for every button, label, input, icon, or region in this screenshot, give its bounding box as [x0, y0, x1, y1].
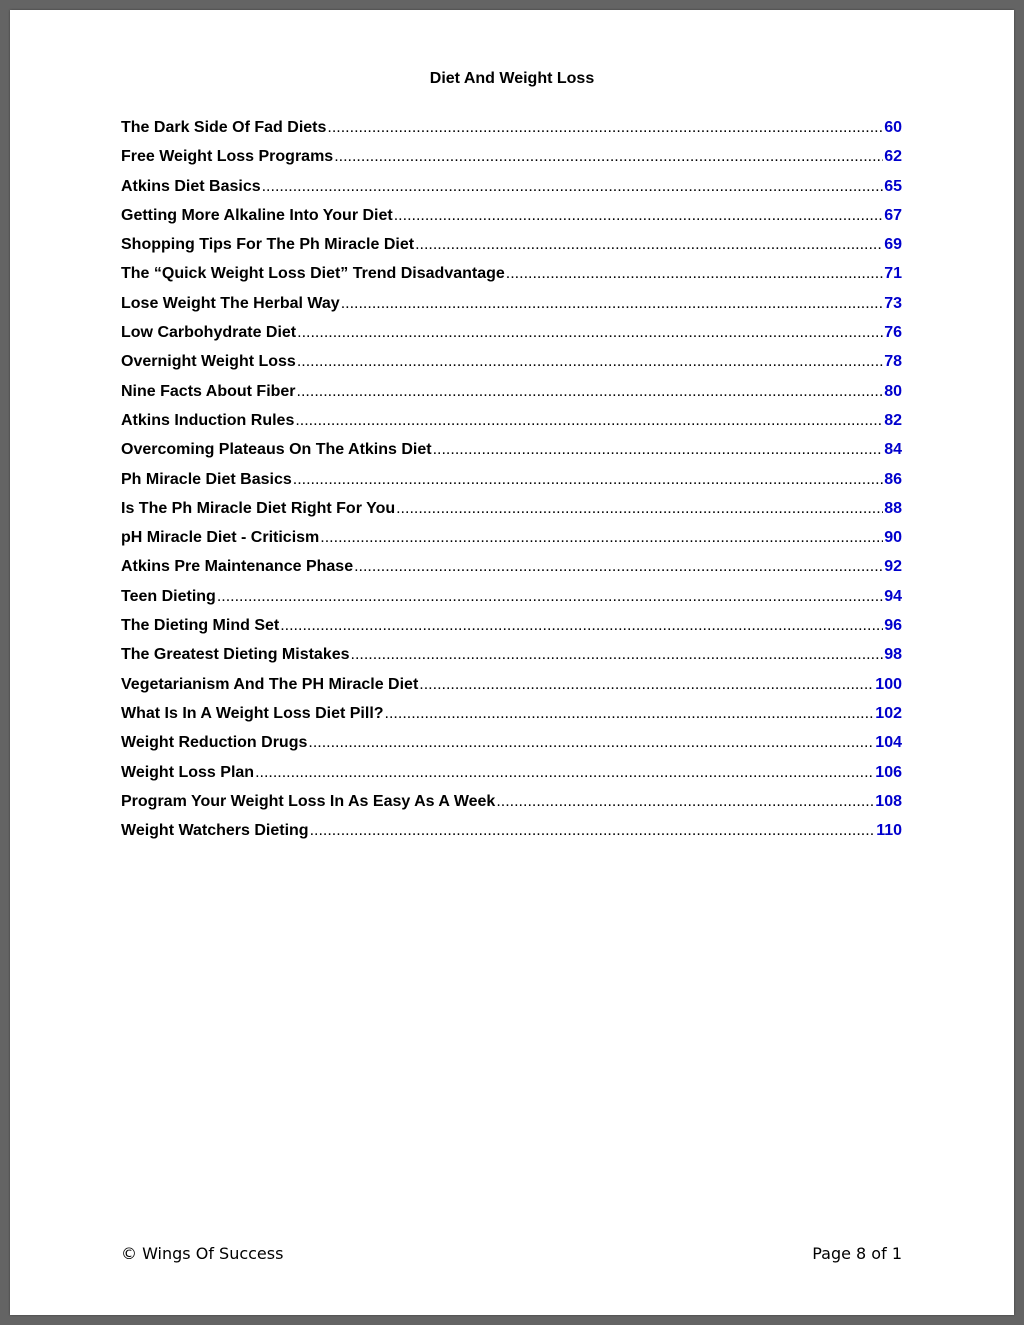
toc-dot-leader: [217, 582, 883, 611]
page-title: Diet And Weight Loss: [429, 70, 595, 87]
toc-entry-page-number[interactable]: 73: [884, 294, 902, 312]
toc-entry-page-number[interactable]: 100: [875, 675, 902, 693]
toc-entry[interactable]: [121, 728, 902, 757]
toc-entry-title[interactable]: pH Miracle Diet - Criticism: [121, 529, 320, 547]
toc-dot-leader: [327, 113, 883, 142]
toc-entry[interactable]: [121, 230, 902, 259]
toc-dot-leader: [433, 435, 884, 464]
toc-entry-title[interactable]: Vegetarianism And The PH Miracle Diet: [121, 675, 419, 693]
toc-entry-title[interactable]: Overnight Weight Loss: [121, 353, 296, 371]
toc-entry-page-number[interactable]: 106: [875, 763, 902, 781]
toc-dot-leader: [297, 318, 883, 347]
table-of-contents: [121, 113, 902, 845]
toc-entry-page-number[interactable]: 60: [884, 119, 902, 136]
toc-dot-leader: [394, 201, 883, 230]
toc-entry[interactable]: [121, 289, 902, 318]
toc-entry-page-number[interactable]: 82: [884, 411, 902, 429]
toc-dot-leader: [496, 787, 874, 816]
toc-dot-leader: [320, 523, 883, 552]
toc-entry-page-number[interactable]: 69: [884, 236, 902, 254]
toc-entry[interactable]: [121, 494, 902, 523]
toc-entry-title[interactable]: Program Your Weight Loss In As Easy As A Week: [121, 792, 496, 810]
toc-entry[interactable]: [121, 523, 902, 552]
toc-entry[interactable]: [121, 699, 902, 728]
toc-entry[interactable]: [121, 552, 902, 581]
toc-entry-page-number[interactable]: 67: [884, 206, 902, 224]
toc-entry-title[interactable]: Getting More Alkaline Into Your Diet: [121, 206, 393, 224]
toc-dot-leader: [506, 259, 883, 288]
toc-entry-page-number[interactable]: 104: [875, 734, 902, 752]
toc-entry[interactable]: [121, 318, 902, 347]
toc-entry-title[interactable]: Weight Loss Plan: [121, 763, 255, 781]
toc-entry-page-number[interactable]: 88: [884, 499, 902, 517]
toc-entry[interactable]: [121, 377, 902, 406]
toc-entry[interactable]: [121, 435, 902, 464]
toc-entry-title[interactable]: The Dark Side Of Fad Diets: [121, 119, 327, 136]
toc-entry-title[interactable]: What Is In A Weight Loss Diet Pill?: [121, 704, 384, 722]
toc-entry-title[interactable]: The “Quick Weight Loss Diet” Trend Disadvantage: [121, 265, 505, 283]
toc-entry[interactable]: [121, 113, 902, 142]
toc-entry-title[interactable]: Free Weight Loss Programs: [121, 148, 334, 166]
toc-entry-title[interactable]: Overcoming Plateaus On The Atkins Diet: [121, 441, 432, 459]
toc-entry[interactable]: [121, 787, 902, 816]
toc-dot-leader: [310, 816, 876, 845]
toc-entry[interactable]: [121, 172, 902, 201]
toc-entry[interactable]: [121, 640, 902, 669]
toc-entry-title[interactable]: Ph Miracle Diet Basics: [121, 470, 292, 488]
toc-entry-page-number[interactable]: 98: [884, 646, 902, 664]
toc-entry[interactable]: [121, 758, 902, 787]
toc-entry-page-number[interactable]: 90: [884, 529, 902, 547]
toc-entry[interactable]: [121, 816, 902, 845]
toc-entry-title[interactable]: Atkins Induction Rules: [121, 411, 295, 429]
toc-entry[interactable]: [121, 465, 902, 494]
toc-entry-title[interactable]: The Greatest Dieting Mistakes: [121, 646, 350, 664]
toc-entry[interactable]: [121, 142, 902, 171]
toc-dot-leader: [308, 728, 874, 757]
toc-dot-leader: [293, 465, 883, 494]
toc-entry-title[interactable]: Weight Reduction Drugs: [121, 734, 308, 752]
toc-entry-title[interactable]: Low Carbohydrate Diet: [121, 324, 297, 342]
toc-entry-title[interactable]: Weight Watchers Dieting: [121, 822, 309, 840]
toc-dot-leader: [334, 142, 883, 171]
toc-dot-leader: [385, 699, 875, 728]
toc-entry-page-number[interactable]: 62: [884, 148, 902, 166]
toc-dot-leader: [419, 670, 874, 699]
toc-entry-title[interactable]: Nine Facts About Fiber: [121, 382, 296, 400]
toc-dot-leader: [297, 377, 884, 406]
toc-entry-title[interactable]: Atkins Diet Basics: [121, 177, 261, 195]
toc-entry[interactable]: [121, 670, 902, 699]
toc-entry-page-number[interactable]: 102: [875, 704, 902, 722]
toc-entry-title[interactable]: Is The Ph Miracle Diet Right For You: [121, 499, 396, 517]
toc-entry-page-number[interactable]: 65: [884, 177, 902, 195]
toc-entry-page-number[interactable]: 78: [884, 353, 902, 371]
toc-entry-title[interactable]: Atkins Pre Maintenance Phase: [121, 558, 354, 576]
toc-entry-page-number[interactable]: 86: [884, 470, 902, 488]
toc-entry-title[interactable]: Lose Weight The Herbal Way: [121, 294, 340, 312]
toc-entry-page-number[interactable]: 110: [876, 822, 902, 840]
toc-entry-page-number[interactable]: 84: [884, 441, 902, 459]
toc-dot-leader: [396, 494, 883, 523]
toc-entry[interactable]: [121, 259, 902, 288]
toc-entry-title[interactable]: Teen Dieting: [121, 587, 216, 605]
toc-dot-leader: [351, 640, 884, 669]
footer-copyright: © Wings Of Success: [121, 1244, 284, 1263]
toc-dot-leader: [297, 347, 883, 376]
toc-dot-leader: [280, 611, 883, 640]
toc-dot-leader: [415, 230, 883, 259]
toc-dot-leader: [255, 758, 874, 787]
toc-dot-leader: [341, 289, 884, 318]
toc-entry-page-number[interactable]: 108: [875, 792, 902, 810]
toc-entry[interactable]: [121, 201, 902, 230]
toc-entry-page-number[interactable]: 96: [884, 617, 902, 635]
toc-entry-page-number[interactable]: 76: [884, 324, 902, 342]
toc-entry-title[interactable]: The Dieting Mind Set: [121, 617, 280, 635]
toc-dot-leader: [262, 172, 884, 201]
toc-entry-page-number[interactable]: 94: [884, 587, 902, 605]
document-page: [10, 10, 1014, 1315]
toc-entry-page-number[interactable]: 92: [884, 558, 902, 576]
toc-entry-title[interactable]: Shopping Tips For The Ph Miracle Diet: [121, 236, 415, 254]
toc-entry-page-number[interactable]: 71: [884, 265, 902, 283]
toc-entry-page-number[interactable]: 80: [884, 382, 902, 400]
toc-entry[interactable]: [121, 582, 902, 611]
toc-entry[interactable]: [121, 406, 902, 435]
footer-page-number: Page 8 of 1: [812, 1244, 902, 1263]
toc-dot-leader: [295, 406, 883, 435]
toc-dot-leader: [354, 552, 883, 581]
toc-entry[interactable]: [121, 347, 902, 376]
toc-entry[interactable]: [121, 611, 902, 640]
